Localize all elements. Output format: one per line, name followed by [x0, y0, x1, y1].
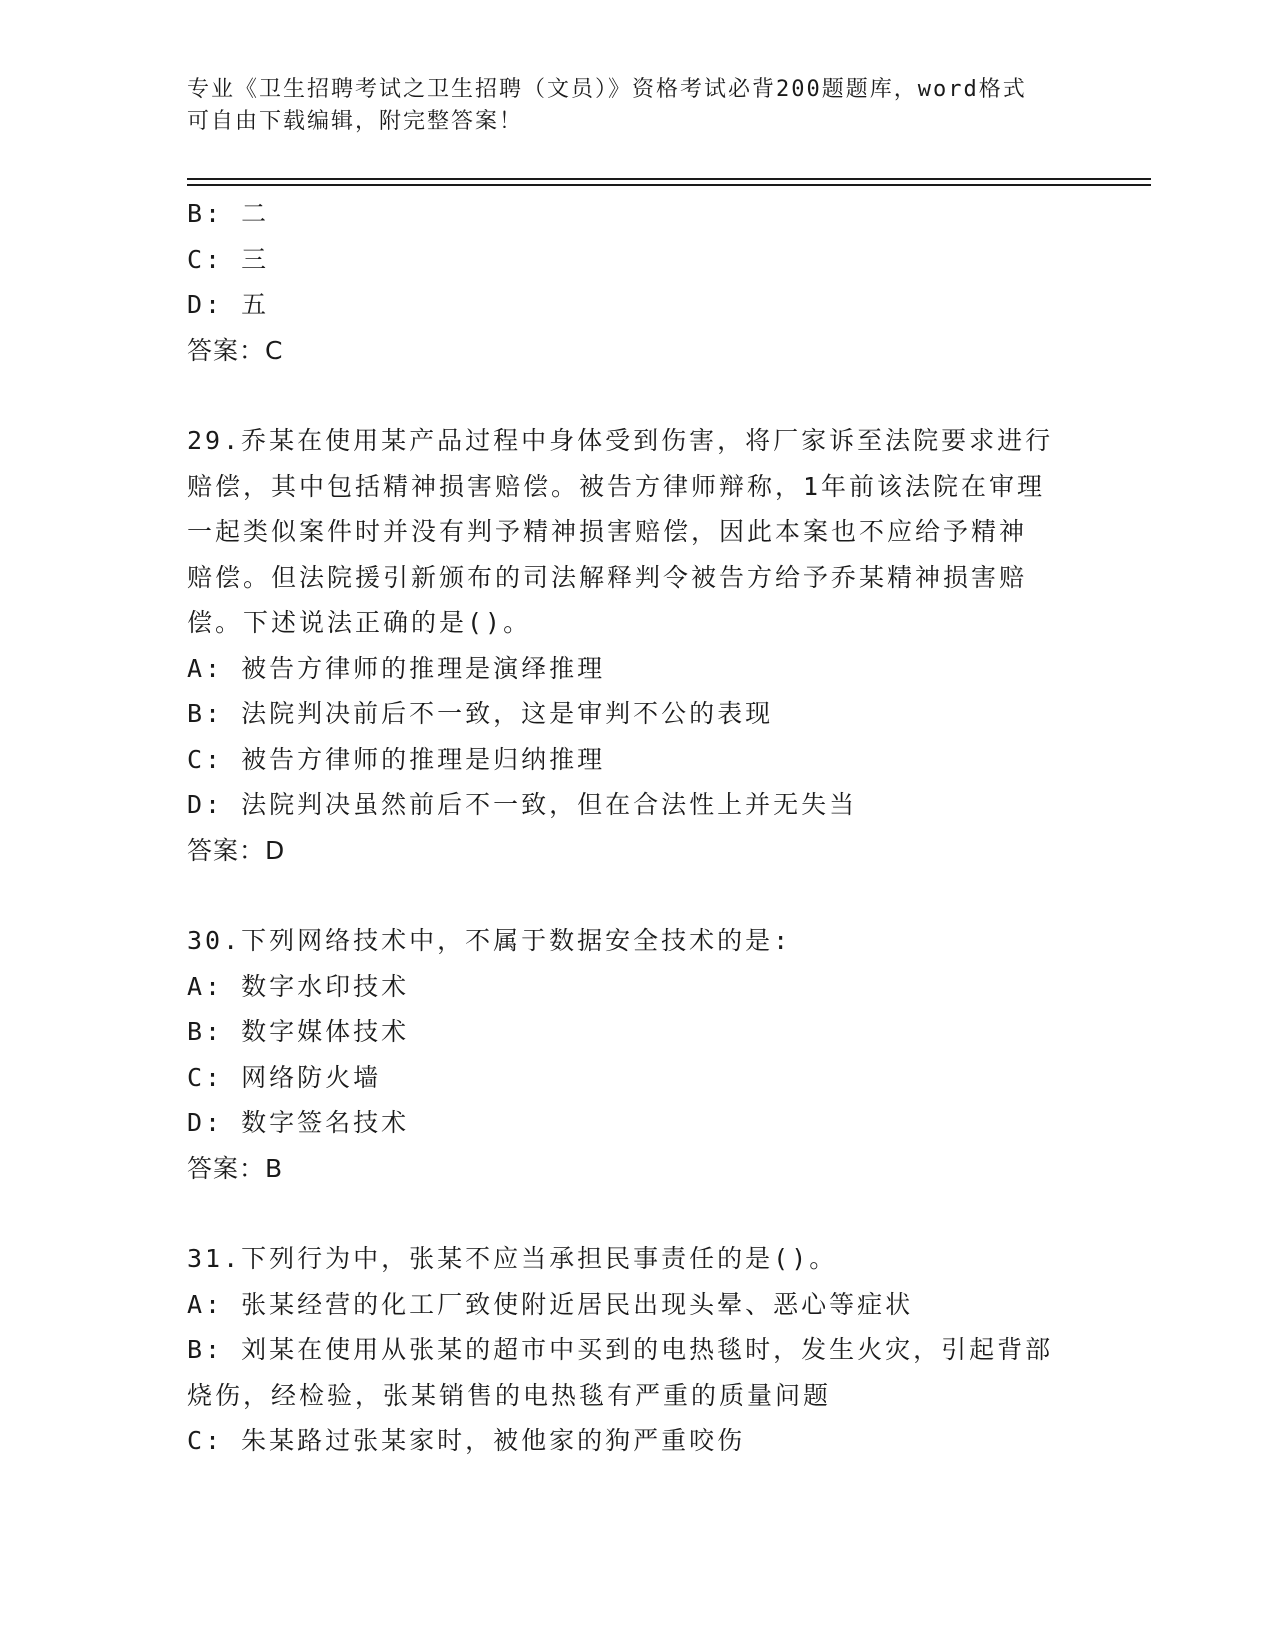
question-stem-line: 31.下列行为中，张某不应当承担民事责任的是()。 [187, 1244, 838, 1273]
question-stem-line: 30.下列网络技术中，不属于数据安全技术的是: [187, 926, 792, 955]
option-d: D: 法院判决虽然前后不一致，但在合法性上并无失当 [187, 790, 858, 819]
header-line-2: 可自由下载编辑，附完整答案！ [187, 109, 524, 134]
question-28-tail [187, 191, 1087, 373]
question-31 [187, 1236, 1087, 1464]
option-a: A: 被告方律师的推理是演绎推理 [187, 653, 606, 683]
option-c: C: 网络防火墙 [187, 1062, 382, 1092]
header-line-1: 专业《卫生招聘考试之卫生招聘（文员）》资格考试必背200题题库，word格式 [187, 77, 1027, 102]
header-rule-top [187, 178, 1151, 180]
option-c: C: 三 [187, 244, 270, 274]
option-d: D: 五 [187, 290, 270, 319]
question-stem-line: 赔偿，其中包括精神损害赔偿。被告方律师辩称，1年前该法院在审理 [187, 471, 1046, 501]
answer-line: 答案：D [187, 835, 286, 865]
option-b-continued: 烧伤，经检验，张某销售的电热毯有严重的质量问题 [187, 1380, 832, 1410]
option-b: B: 法院判决前后不一致，这是审判不公的表现 [187, 699, 774, 728]
question-stem-line: 偿。下述说法正确的是()。 [187, 608, 532, 637]
answer-line: 答案：B [187, 1153, 284, 1183]
option-b: B: 数字媒体技术 [187, 1017, 410, 1046]
spacer [187, 873, 1087, 918]
question-stem-line: 一起类似案件时并没有判予精神损害赔偿，因此本案也不应给予精神 [187, 517, 1028, 546]
option-b: B: 二 [187, 199, 270, 228]
spacer [187, 1191, 1087, 1236]
option-d: D: 数字签名技术 [187, 1108, 410, 1137]
option-b: B: 刘某在使用从张某的超市中买到的电热毯时，发生火灾，引起背部 [187, 1335, 1054, 1364]
question-30 [187, 918, 1087, 1191]
option-a: A: 张某经营的化工厂致使附近居民出现头晕、恶心等症状 [187, 1289, 914, 1319]
option-a: A: 数字水印技术 [187, 971, 410, 1001]
question-stem-line: 赔偿。但法院援引新颁布的司法解释判令被告方给予乔某精神损害赔 [187, 562, 1028, 592]
question-content [187, 191, 1087, 1464]
question-29 [187, 418, 1087, 873]
header-rule-bottom [187, 184, 1151, 186]
spacer [187, 373, 1087, 418]
option-c: C: 被告方律师的推理是归纳推理 [187, 744, 606, 774]
question-stem-line: 29.乔某在使用某产品过程中身体受到伤害，将厂家诉至法院要求进行 [187, 426, 1054, 455]
document-header [187, 74, 1087, 138]
answer-line: 答案：C [187, 335, 284, 365]
option-c: C: 朱某路过张某家时，被他家的狗严重咬伤 [187, 1426, 746, 1455]
